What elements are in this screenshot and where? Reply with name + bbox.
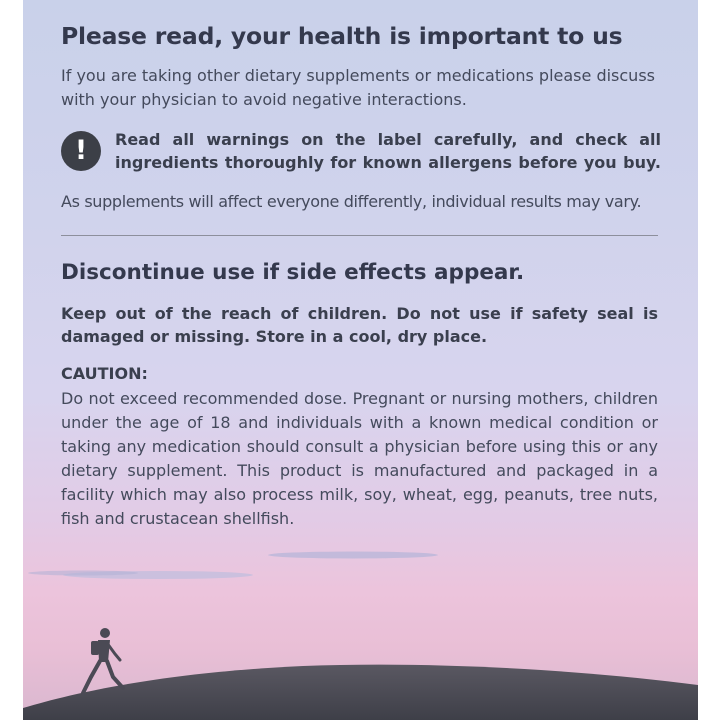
storage-warning: Keep out of the reach of children. Do not use if safety seal is damaged or missing. Store in a cool, dry place. xyxy=(61,304,658,346)
results-note: As supplements will affect everyone differently, individual results may vary. xyxy=(61,192,642,211)
info-panel xyxy=(23,0,698,720)
cloud xyxy=(28,571,138,576)
cloud xyxy=(268,552,438,559)
hill xyxy=(23,665,698,720)
warning-text: Read all warnings on the label carefully, and check all ingredients thoroughly for known allergens before you buy. xyxy=(115,130,661,172)
exclamation-icon: ! xyxy=(61,131,101,171)
side-effects-heading: Discontinue use if side effects appear. xyxy=(61,260,525,285)
divider xyxy=(61,235,658,236)
page-title: Please read, your health is important to us xyxy=(61,22,623,50)
caution-text: Do not exceed recommended dose. Pregnant or nursing mothers, children under the age of 18 and individuals with a known medical condition or taking any medication should consult a physician before using this or any dietary supplement. This product is manufactured and packaged in a facility which may also process milk, soy, wheat, egg, peanuts, tree nuts, fish and crustacean shellfish. xyxy=(61,389,658,528)
intro-text: If you are taking other dietary supplements or medications please discuss with your physician to avoid negative interactions. xyxy=(61,66,655,109)
caution-heading: CAUTION: xyxy=(61,364,148,383)
hiker-silhouette xyxy=(83,628,123,693)
